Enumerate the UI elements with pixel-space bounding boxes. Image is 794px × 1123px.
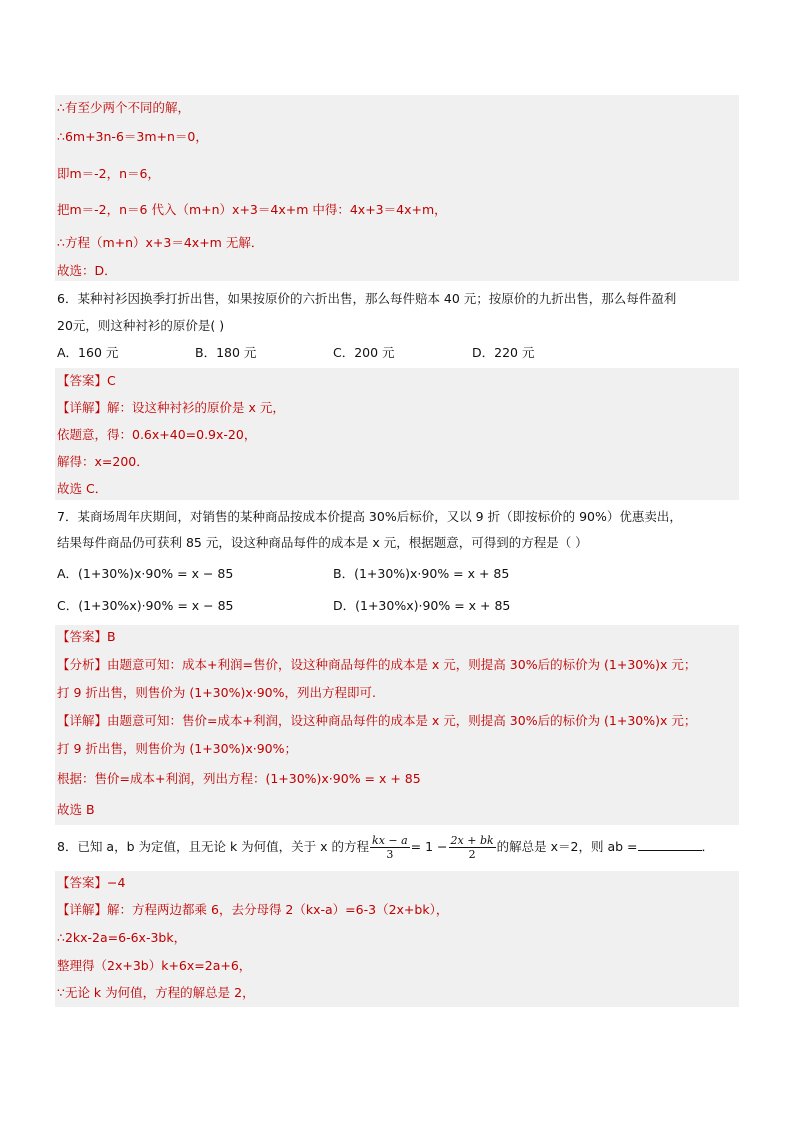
detail-line: 整理得（2x+3b）k+6x=2a+6，: [57, 958, 252, 973]
solution-line: 即m＝-2，n＝6，: [57, 166, 161, 181]
detail-line: 解得：x=200．: [57, 454, 149, 469]
detail-line: 故选 C．: [57, 481, 108, 496]
detail-line: ∵无论 k 为何值，方程的解总是 2，: [57, 985, 255, 1000]
question-7-text: 结果每件商品仍可获利 85 元，设这种商品每件的成本是 x 元，根据题意，可得到的方程是（ ）: [57, 535, 588, 550]
option-b: B．180 元: [195, 345, 257, 360]
question-7-text: 7．某商场周年庆期间，对销售的某种商品按成本价提高 30%后标价，又以 9 折（即按标价的 90%）优惠卖出，: [57, 509, 682, 524]
solution-line: 故选：D．: [57, 263, 117, 278]
fraction-1-denominator: 3: [386, 848, 394, 861]
detail-line: 打 9 折出售，则售价为 (1+30%)x·90%；: [57, 741, 297, 756]
fraction-1: [370, 834, 410, 861]
equals-sign: = 1 −: [410, 839, 448, 854]
analysis-line: 打 9 折出售，则售价为 (1+30%)x·90%，列出方程即可.: [57, 685, 376, 700]
option-b: B．(1+30%)x·90% = x + 85: [333, 566, 510, 581]
detail-line: [57, 712, 696, 730]
answer-blank: [638, 838, 702, 851]
analysis-tag: 【分析】: [57, 657, 108, 672]
answer-value: B: [107, 629, 116, 644]
option-d: D．220 元: [472, 345, 535, 360]
answer-line: [57, 874, 125, 892]
question-8-end: ．: [701, 839, 715, 854]
answer-tag: 【答案】: [57, 629, 108, 644]
option-c: C．(1+30%x)·90% = x − 85: [57, 598, 234, 613]
detail-tag: 【详解】: [57, 400, 108, 415]
option-d: D．(1+30%x)·90% = x + 85: [333, 598, 511, 613]
fraction-2: [449, 834, 496, 861]
solution-line: ∴有至少两个不同的解，: [57, 100, 190, 115]
question-8-text: [57, 832, 714, 862]
answer-tag: 【答案】: [57, 373, 108, 388]
fraction-1-numerator: kx − a: [372, 834, 408, 847]
answer-value: −4: [107, 875, 126, 890]
detail-line: ∴2kx-2a=6-6x-3bk，: [57, 930, 187, 945]
answer-line: [57, 372, 116, 390]
question-8-prefix: 8．已知 a，b 为定值，且无论 k 为何值，关于 x 的方程: [57, 839, 370, 854]
option-c: C．200 元: [333, 345, 395, 360]
detail-line: 依题意，得：0.6x+40=0.9x-20，: [57, 427, 257, 442]
solution-line: 把m＝-2，n＝6 代入（m+n）x+3＝4x+m 中得：4x+3＝4x+m，: [57, 202, 447, 217]
detail-text: 解：方程两边都乘 6，去分母得 2（kx-a）=6-3（2x+bk），: [107, 902, 449, 917]
detail-line: 故选 B: [57, 802, 95, 817]
detail-line: [57, 399, 285, 417]
detail-tag: 【详解】: [57, 902, 108, 917]
question-6-text: 6．某种衬衫因换季打折出售，如果按原价的六折出售，那么每件赔本 40 元；按原价的九折出售，那么每件盈利: [57, 291, 677, 306]
analysis-text: 由题意可知：成本+利润=售价，设这种商品每件的成本是 x 元，则提高 30%后的标价为 (1+30%)x 元；: [107, 657, 697, 672]
option-a: A．160 元: [57, 345, 119, 360]
solution-line: ∴方程（m+n）x+3＝4x+m 无解．: [57, 235, 264, 250]
option-a: A．(1+30%)x·90% = x − 85: [57, 566, 234, 581]
question-8-suffix: 的解总是 x＝2，则 ab =: [496, 839, 638, 854]
question-6-text: 20元，则这种衬衫的原价是( ): [57, 318, 225, 333]
answer-tag: 【答案】: [57, 875, 108, 890]
detail-text: 解：设这种衬衫的原价是 x 元，: [107, 400, 285, 415]
detail-text: 由题意可知：售价=成本+利润，设这种商品每件的成本是 x 元，则提高 30%后的标价为 (1+30%)x 元；: [107, 713, 697, 728]
answer-value: C: [107, 373, 116, 388]
solution-box-1: [55, 95, 739, 281]
detail-line: 根据：售价=成本+利润，列出方程：(1+30%)x·90% = x + 85: [57, 771, 421, 786]
fraction-2-denominator: 2: [468, 848, 476, 861]
solution-line: ∴6m+3n-6＝3m+n＝0，: [57, 129, 208, 144]
detail-line: [57, 901, 448, 919]
detail-tag: 【详解】: [57, 713, 108, 728]
analysis-line: [57, 656, 696, 674]
answer-line: [57, 628, 116, 646]
fraction-2-numerator: 2x + bk: [450, 834, 494, 847]
